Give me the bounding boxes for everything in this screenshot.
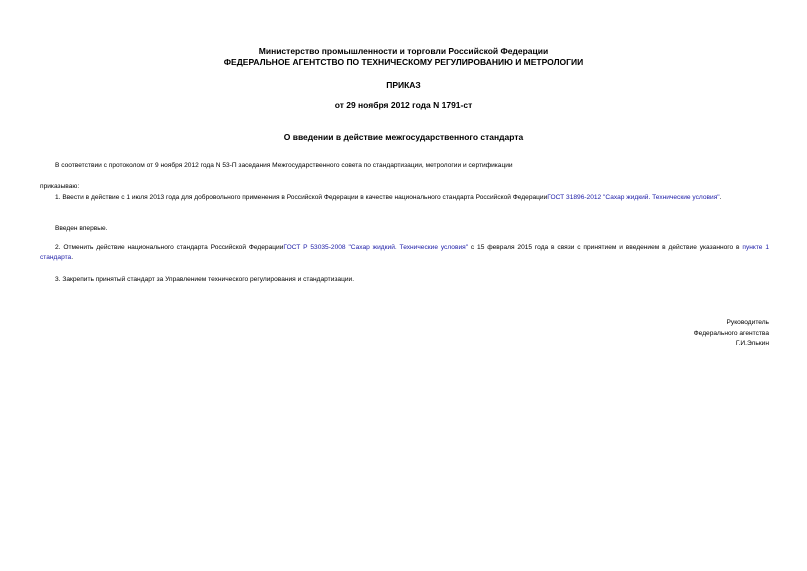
document-type: ПРИКАЗ <box>386 80 421 90</box>
item-1-reference-link[interactable]: пункте 1 стандарта <box>40 244 769 261</box>
signatory-title-2: Федерального агентства <box>693 329 769 337</box>
item-1-paragraph <box>40 193 769 203</box>
signatory-name: Г.И.Элькин <box>735 340 769 347</box>
document-subject: О введении в действие межгосударственного стандарта <box>283 132 524 142</box>
gost-r-53035-link[interactable]: ГОСТ Р 53035-2008 "Сахар жидкий. Технические условия" <box>283 244 469 251</box>
item-2-end: . <box>71 254 74 261</box>
first-time-note: Введен впервые. <box>55 225 108 232</box>
document-date-number: от 29 ноября 2012 года N 1791-ст <box>334 100 473 110</box>
orders-paragraph: приказываю: <box>40 183 80 190</box>
item-2-text: 2. Отменить действие национального стандарта Российской Федерации <box>55 244 284 251</box>
item-2-paragraph <box>40 243 769 263</box>
signature-block <box>694 318 769 350</box>
item-3-paragraph: 3. Закрепить принятый стандарт за Управлением технического регулирования и стандартизации. <box>55 276 355 283</box>
protocol-paragraph: В соответствии с протоколом от 9 ноября 2012 года N 53-П заседания Межгосударственного совета по стандартизации, метрологии и сертификации <box>55 162 513 169</box>
agency-title: ФЕДЕРАЛЬНОЕ АГЕНТСТВО ПО ТЕХНИЧЕСКОМУ РЕГУЛИРОВАНИЮ И МЕТРОЛОГИИ <box>223 57 584 67</box>
signatory-title-1: Руководитель <box>726 319 769 326</box>
gost-31896-link[interactable]: ГОСТ 31896-2012 "Сахар жидкий. Технические условия" <box>547 194 720 201</box>
item-1-end: . <box>719 194 722 201</box>
ministry-title: Министерство промышленности и торговли Российской Федерации <box>258 46 549 56</box>
item-2-mid: с 15 февраля 2015 года в связи с принятием и введением в действие указанного в <box>468 244 743 251</box>
item-1-text: 1. Ввести в действие с 1 июля 2013 года для добровольного применения в Российской Федерации в качестве национального стандарта Российской Федерации <box>55 194 548 201</box>
